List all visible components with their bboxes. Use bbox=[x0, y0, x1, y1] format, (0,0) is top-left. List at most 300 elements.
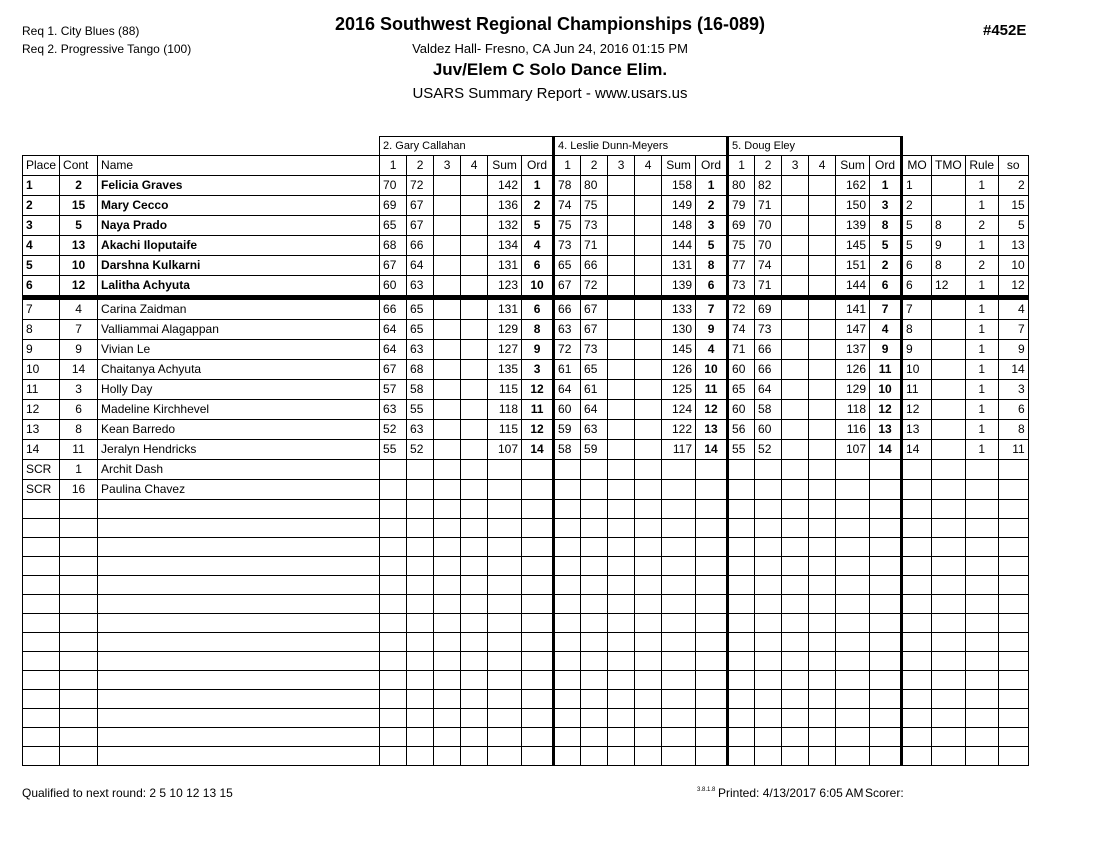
empty-cell bbox=[902, 538, 932, 557]
empty-cell bbox=[98, 747, 380, 766]
contestant-number-cell: 15 bbox=[60, 196, 98, 216]
empty-cell bbox=[809, 747, 836, 766]
empty-cell bbox=[965, 671, 998, 690]
empty-cell bbox=[407, 709, 434, 728]
score-cell bbox=[581, 460, 608, 480]
empty-cell bbox=[60, 538, 98, 557]
score-cell: 69 bbox=[755, 298, 782, 320]
empty-cell bbox=[380, 709, 407, 728]
sum-cell: 127 bbox=[488, 340, 522, 360]
empty-cell bbox=[488, 728, 522, 747]
venue-date-line: Valdez Hall- Fresno, CA Jun 24, 2016 01:15 PM bbox=[412, 41, 688, 56]
empty-cell bbox=[581, 690, 608, 709]
place-cell: 2 bbox=[23, 196, 60, 216]
empty-cell bbox=[809, 709, 836, 728]
empty-cell bbox=[522, 633, 554, 652]
empty-cell bbox=[782, 557, 809, 576]
score-cell bbox=[608, 256, 635, 276]
empty-cell bbox=[836, 519, 870, 538]
so-cell: 10 bbox=[998, 256, 1028, 276]
empty-cell bbox=[662, 671, 696, 690]
empty-cell bbox=[998, 671, 1028, 690]
score-cell bbox=[635, 196, 662, 216]
score-cell bbox=[581, 480, 608, 500]
sum-cell: 115 bbox=[488, 420, 522, 440]
column-header: Rule bbox=[965, 156, 998, 176]
contestant-number-cell: 1 bbox=[60, 460, 98, 480]
ordinal-cell: 6 bbox=[870, 276, 902, 298]
empty-cell bbox=[870, 538, 902, 557]
empty-row bbox=[23, 557, 1029, 576]
ordinal-cell: 6 bbox=[696, 276, 728, 298]
ordinal-cell: 12 bbox=[522, 420, 554, 440]
empty-cell bbox=[728, 538, 755, 557]
ordinal-cell bbox=[696, 460, 728, 480]
empty-cell bbox=[809, 690, 836, 709]
empty-cell bbox=[662, 519, 696, 538]
contestant-number-cell: 9 bbox=[60, 340, 98, 360]
contestant-number-cell: 12 bbox=[60, 276, 98, 298]
empty-cell bbox=[965, 728, 998, 747]
empty-cell bbox=[696, 519, 728, 538]
score-cell: 57 bbox=[380, 380, 407, 400]
rule-cell: 1 bbox=[965, 380, 998, 400]
skater-name-cell: Felicia Graves bbox=[98, 176, 380, 196]
empty-cell bbox=[662, 709, 696, 728]
score-cell bbox=[380, 480, 407, 500]
score-cell bbox=[782, 256, 809, 276]
empty-cell bbox=[809, 576, 836, 595]
score-cell bbox=[608, 480, 635, 500]
contestant-number-cell: 13 bbox=[60, 236, 98, 256]
empty-cell bbox=[581, 538, 608, 557]
score-cell: 73 bbox=[581, 216, 608, 236]
empty-cell bbox=[728, 595, 755, 614]
score-cell bbox=[434, 196, 461, 216]
empty-cell bbox=[870, 671, 902, 690]
result-row bbox=[23, 400, 1029, 420]
empty-cell bbox=[836, 557, 870, 576]
empty-cell bbox=[728, 652, 755, 671]
score-cell bbox=[461, 216, 488, 236]
score-cell bbox=[635, 216, 662, 236]
empty-cell bbox=[932, 633, 966, 652]
empty-cell bbox=[755, 500, 782, 519]
empty-cell bbox=[728, 519, 755, 538]
empty-cell bbox=[662, 557, 696, 576]
score-cell: 63 bbox=[407, 340, 434, 360]
score-cell: 58 bbox=[407, 380, 434, 400]
result-row bbox=[23, 216, 1029, 236]
empty-cell bbox=[554, 690, 581, 709]
score-cell bbox=[608, 440, 635, 460]
empty-cell bbox=[407, 595, 434, 614]
empty-cell bbox=[98, 709, 380, 728]
result-row bbox=[23, 380, 1029, 400]
ordinal-cell: 10 bbox=[870, 380, 902, 400]
empty-cell bbox=[932, 519, 966, 538]
empty-cell bbox=[434, 728, 461, 747]
judge-header-spacer bbox=[965, 137, 998, 156]
empty-cell bbox=[23, 747, 60, 766]
empty-cell bbox=[407, 690, 434, 709]
empty-cell bbox=[998, 747, 1028, 766]
empty-cell bbox=[836, 690, 870, 709]
so-cell: 12 bbox=[998, 276, 1028, 298]
empty-cell bbox=[809, 519, 836, 538]
place-cell: 8 bbox=[23, 320, 60, 340]
score-cell: 64 bbox=[407, 256, 434, 276]
score-cell bbox=[809, 360, 836, 380]
score-cell: 65 bbox=[407, 320, 434, 340]
empty-cell bbox=[380, 557, 407, 576]
empty-cell bbox=[554, 633, 581, 652]
sum-cell: 145 bbox=[662, 340, 696, 360]
sum-cell: 144 bbox=[662, 236, 696, 256]
score-cell bbox=[782, 298, 809, 320]
sum-cell: 116 bbox=[836, 420, 870, 440]
score-cell bbox=[755, 460, 782, 480]
score-cell: 66 bbox=[755, 340, 782, 360]
empty-cell bbox=[581, 519, 608, 538]
score-cell: 63 bbox=[554, 320, 581, 340]
score-cell: 67 bbox=[554, 276, 581, 298]
empty-cell bbox=[809, 633, 836, 652]
tmo-cell bbox=[932, 480, 966, 500]
empty-cell bbox=[696, 557, 728, 576]
empty-cell bbox=[581, 671, 608, 690]
tmo-cell: 8 bbox=[932, 256, 966, 276]
empty-cell bbox=[696, 690, 728, 709]
score-cell: 66 bbox=[581, 256, 608, 276]
score-cell: 72 bbox=[728, 298, 755, 320]
sum-cell: 123 bbox=[488, 276, 522, 298]
empty-cell bbox=[836, 595, 870, 614]
empty-cell bbox=[23, 576, 60, 595]
empty-cell bbox=[782, 576, 809, 595]
score-cell: 80 bbox=[728, 176, 755, 196]
empty-cell bbox=[60, 671, 98, 690]
empty-cell bbox=[809, 614, 836, 633]
result-row bbox=[23, 236, 1029, 256]
empty-cell bbox=[902, 557, 932, 576]
empty-cell bbox=[434, 690, 461, 709]
empty-cell bbox=[728, 728, 755, 747]
empty-cell bbox=[608, 595, 635, 614]
empty-cell bbox=[407, 538, 434, 557]
skater-name-cell: Naya Prado bbox=[98, 216, 380, 236]
result-row bbox=[23, 420, 1029, 440]
score-cell: 71 bbox=[755, 276, 782, 298]
empty-cell bbox=[635, 614, 662, 633]
score-cell: 61 bbox=[554, 360, 581, 380]
tmo-cell: 8 bbox=[932, 216, 966, 236]
score-cell bbox=[608, 340, 635, 360]
column-header: Ord bbox=[696, 156, 728, 176]
empty-cell bbox=[635, 576, 662, 595]
score-cell bbox=[608, 460, 635, 480]
rule-cell bbox=[965, 460, 998, 480]
score-cell bbox=[554, 460, 581, 480]
skater-name-cell: Carina Zaidman bbox=[98, 298, 380, 320]
empty-cell bbox=[755, 538, 782, 557]
score-cell bbox=[635, 276, 662, 298]
score-cell bbox=[782, 380, 809, 400]
empty-cell bbox=[380, 728, 407, 747]
empty-cell bbox=[488, 671, 522, 690]
column-header: TMO bbox=[932, 156, 966, 176]
score-cell bbox=[554, 480, 581, 500]
empty-cell bbox=[635, 747, 662, 766]
empty-cell bbox=[635, 500, 662, 519]
score-cell: 71 bbox=[755, 196, 782, 216]
score-cell bbox=[809, 440, 836, 460]
column-header: 4 bbox=[635, 156, 662, 176]
rule-cell: 1 bbox=[965, 320, 998, 340]
score-cell: 74 bbox=[755, 256, 782, 276]
score-cell: 74 bbox=[728, 320, 755, 340]
empty-cell bbox=[782, 538, 809, 557]
empty-cell bbox=[836, 671, 870, 690]
place-cell: 9 bbox=[23, 340, 60, 360]
contestant-number-cell: 7 bbox=[60, 320, 98, 340]
column-header: 2 bbox=[755, 156, 782, 176]
empty-cell bbox=[608, 538, 635, 557]
ordinal-cell: 14 bbox=[696, 440, 728, 460]
score-cell: 59 bbox=[581, 440, 608, 460]
place-cell: 1 bbox=[23, 176, 60, 196]
empty-row bbox=[23, 614, 1029, 633]
empty-row bbox=[23, 690, 1029, 709]
score-cell bbox=[809, 400, 836, 420]
so-cell: 2 bbox=[998, 176, 1028, 196]
empty-row bbox=[23, 633, 1029, 652]
empty-cell bbox=[902, 576, 932, 595]
mo-cell: 5 bbox=[902, 236, 932, 256]
empty-cell bbox=[60, 747, 98, 766]
score-cell bbox=[782, 196, 809, 216]
so-cell: 6 bbox=[998, 400, 1028, 420]
mo-cell: 6 bbox=[902, 256, 932, 276]
sum-cell: 122 bbox=[662, 420, 696, 440]
skater-name-cell: Chaitanya Achyuta bbox=[98, 360, 380, 380]
empty-cell bbox=[98, 500, 380, 519]
empty-cell bbox=[755, 671, 782, 690]
place-cell: 11 bbox=[23, 380, 60, 400]
sum-cell: 142 bbox=[488, 176, 522, 196]
empty-cell bbox=[434, 709, 461, 728]
empty-cell bbox=[522, 671, 554, 690]
required-dance-1: Req 1. City Blues (88) bbox=[22, 24, 140, 38]
score-cell bbox=[608, 320, 635, 340]
score-cell bbox=[782, 480, 809, 500]
required-dance-2: Req 2. Progressive Tango (100) bbox=[22, 42, 192, 56]
score-cell: 64 bbox=[755, 380, 782, 400]
score-cell: 68 bbox=[380, 236, 407, 256]
score-cell bbox=[635, 176, 662, 196]
empty-cell bbox=[809, 538, 836, 557]
empty-cell bbox=[728, 690, 755, 709]
sum-cell bbox=[836, 460, 870, 480]
score-cell: 73 bbox=[554, 236, 581, 256]
score-cell: 71 bbox=[728, 340, 755, 360]
score-cell bbox=[782, 320, 809, 340]
empty-cell bbox=[902, 595, 932, 614]
event-title: Juv/Elem C Solo Dance Elim. bbox=[432, 60, 668, 79]
tmo-cell: 9 bbox=[932, 236, 966, 256]
empty-cell bbox=[870, 557, 902, 576]
score-cell bbox=[434, 320, 461, 340]
empty-cell bbox=[581, 709, 608, 728]
empty-cell bbox=[782, 709, 809, 728]
mo-cell: 2 bbox=[902, 196, 932, 216]
tmo-cell bbox=[932, 460, 966, 480]
empty-cell bbox=[554, 671, 581, 690]
sum-cell: 135 bbox=[488, 360, 522, 380]
empty-cell bbox=[60, 500, 98, 519]
empty-cell bbox=[522, 538, 554, 557]
ordinal-cell: 2 bbox=[870, 256, 902, 276]
judge-header-spacer bbox=[932, 137, 966, 156]
empty-cell bbox=[581, 728, 608, 747]
result-row bbox=[23, 480, 1029, 500]
ordinal-cell: 2 bbox=[696, 196, 728, 216]
contestant-number-cell: 11 bbox=[60, 440, 98, 460]
result-row bbox=[23, 298, 1029, 320]
judge-header-spacer bbox=[998, 137, 1028, 156]
empty-cell bbox=[98, 595, 380, 614]
column-header: Sum bbox=[836, 156, 870, 176]
score-cell: 64 bbox=[380, 340, 407, 360]
empty-cell bbox=[522, 519, 554, 538]
empty-cell bbox=[965, 614, 998, 633]
score-cell bbox=[461, 176, 488, 196]
score-cell: 64 bbox=[380, 320, 407, 340]
column-header: Sum bbox=[662, 156, 696, 176]
score-cell bbox=[809, 460, 836, 480]
score-cell: 66 bbox=[380, 298, 407, 320]
empty-cell bbox=[23, 690, 60, 709]
empty-cell bbox=[755, 709, 782, 728]
column-header: MO bbox=[902, 156, 932, 176]
score-cell bbox=[461, 440, 488, 460]
sum-cell: 129 bbox=[488, 320, 522, 340]
empty-cell bbox=[836, 652, 870, 671]
empty-cell bbox=[932, 747, 966, 766]
ordinal-cell: 3 bbox=[870, 196, 902, 216]
empty-cell bbox=[98, 690, 380, 709]
tmo-cell: 12 bbox=[932, 276, 966, 298]
results-table-body bbox=[23, 176, 1029, 766]
empty-cell bbox=[380, 595, 407, 614]
score-cell: 65 bbox=[581, 360, 608, 380]
sum-cell: 151 bbox=[836, 256, 870, 276]
empty-cell bbox=[581, 500, 608, 519]
score-cell bbox=[407, 480, 434, 500]
empty-cell bbox=[407, 747, 434, 766]
score-cell bbox=[434, 216, 461, 236]
empty-cell bbox=[782, 595, 809, 614]
ordinal-cell: 7 bbox=[870, 298, 902, 320]
score-cell: 73 bbox=[728, 276, 755, 298]
score-cell bbox=[635, 480, 662, 500]
score-cell bbox=[635, 236, 662, 256]
empty-cell bbox=[696, 709, 728, 728]
ordinal-cell: 1 bbox=[522, 176, 554, 196]
report-type-line: USARS Summary Report - www.usars.us bbox=[412, 85, 688, 102]
empty-cell bbox=[932, 595, 966, 614]
score-cell: 67 bbox=[380, 256, 407, 276]
score-cell: 67 bbox=[380, 360, 407, 380]
ordinal-cell: 8 bbox=[870, 216, 902, 236]
contestant-number-cell: 4 bbox=[60, 298, 98, 320]
empty-cell bbox=[608, 576, 635, 595]
empty-cell bbox=[809, 652, 836, 671]
empty-cell bbox=[608, 690, 635, 709]
empty-cell bbox=[522, 728, 554, 747]
score-cell: 72 bbox=[407, 176, 434, 196]
empty-cell bbox=[608, 709, 635, 728]
scorer-line: Scorer: bbox=[865, 786, 904, 800]
empty-row bbox=[23, 595, 1029, 614]
empty-cell bbox=[696, 633, 728, 652]
score-cell bbox=[461, 340, 488, 360]
empty-cell bbox=[522, 614, 554, 633]
empty-cell bbox=[998, 519, 1028, 538]
empty-cell bbox=[635, 728, 662, 747]
empty-cell bbox=[554, 538, 581, 557]
skater-name-cell: Mary Cecco bbox=[98, 196, 380, 216]
empty-cell bbox=[434, 652, 461, 671]
empty-row bbox=[23, 747, 1029, 766]
empty-cell bbox=[635, 538, 662, 557]
empty-cell bbox=[554, 614, 581, 633]
result-row bbox=[23, 460, 1029, 480]
score-cell bbox=[434, 380, 461, 400]
sum-cell: 149 bbox=[662, 196, 696, 216]
empty-cell bbox=[461, 652, 488, 671]
empty-cell bbox=[98, 728, 380, 747]
ordinal-cell: 6 bbox=[522, 298, 554, 320]
score-cell: 61 bbox=[581, 380, 608, 400]
score-cell: 70 bbox=[755, 236, 782, 256]
score-cell bbox=[461, 400, 488, 420]
empty-cell bbox=[696, 614, 728, 633]
empty-cell bbox=[554, 557, 581, 576]
ordinal-cell: 7 bbox=[696, 298, 728, 320]
rule-cell: 1 bbox=[965, 420, 998, 440]
empty-cell bbox=[755, 633, 782, 652]
place-cell: 6 bbox=[23, 276, 60, 298]
empty-cell bbox=[522, 747, 554, 766]
empty-cell bbox=[635, 633, 662, 652]
empty-cell bbox=[902, 747, 932, 766]
score-cell bbox=[635, 256, 662, 276]
tmo-cell bbox=[932, 176, 966, 196]
sum-cell: 147 bbox=[836, 320, 870, 340]
empty-cell bbox=[755, 576, 782, 595]
empty-cell bbox=[932, 690, 966, 709]
column-header: 1 bbox=[554, 156, 581, 176]
mo-cell: 5 bbox=[902, 216, 932, 236]
empty-cell bbox=[608, 557, 635, 576]
sum-cell: 141 bbox=[836, 298, 870, 320]
empty-cell bbox=[98, 671, 380, 690]
score-cell bbox=[635, 420, 662, 440]
empty-cell bbox=[836, 614, 870, 633]
score-cell: 67 bbox=[407, 216, 434, 236]
contestant-number-cell: 16 bbox=[60, 480, 98, 500]
